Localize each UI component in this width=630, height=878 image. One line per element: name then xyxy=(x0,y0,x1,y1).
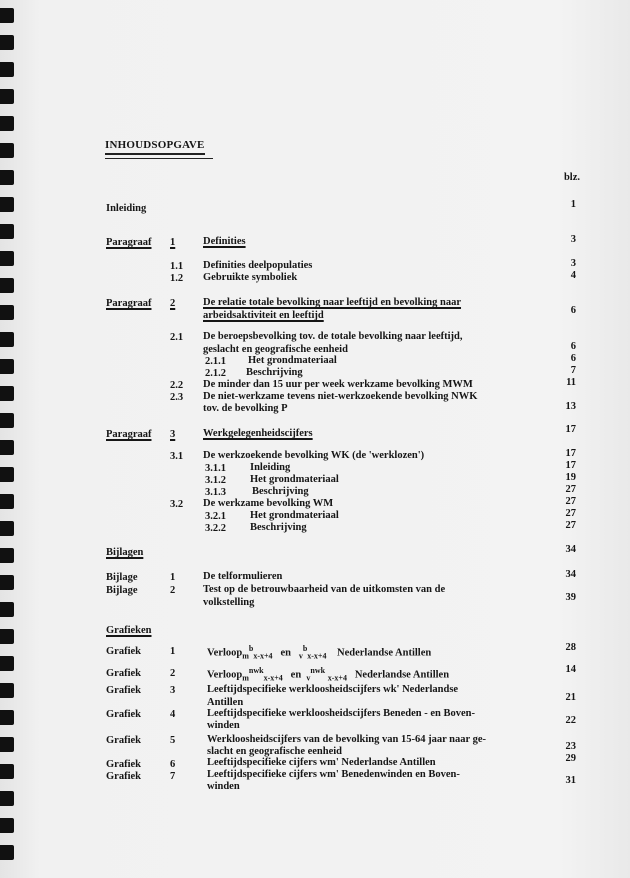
toc-page: 3 xyxy=(570,258,576,269)
paragraaf-1-num: 1 xyxy=(170,237,176,248)
toc-entry: Test op de betrouwbaarheid van de uitkomsten van de xyxy=(203,584,446,595)
binding-hole xyxy=(0,440,14,455)
toc-page: 22 xyxy=(565,715,576,726)
formula-sub: m xyxy=(242,651,249,661)
toc-page: 13 xyxy=(565,401,576,412)
paragraaf-2-page: 6 xyxy=(570,305,576,316)
toc-entry: Gebruikte symboliek xyxy=(203,272,298,283)
toc-page: 17 xyxy=(565,448,576,459)
formula-text: Verloop xyxy=(207,669,243,681)
grafiek-num: 7 xyxy=(170,771,176,782)
toc-num: 3.2.2 xyxy=(205,523,226,534)
binding-hole xyxy=(0,35,14,50)
grafiek-label: Grafiek xyxy=(106,646,141,657)
toc-page: 34 xyxy=(565,569,576,580)
binding-hole xyxy=(0,467,14,482)
binding-hole xyxy=(0,494,14,509)
formula-text: Nederlandse Antillen xyxy=(337,647,432,659)
formula-sub: x-x+4 xyxy=(327,673,347,683)
grafiek-num: 5 xyxy=(170,735,176,746)
toc-entry-cont: winden xyxy=(207,781,240,792)
toc-page: 39 xyxy=(565,592,576,603)
binding-hole xyxy=(0,359,14,374)
toc-entry: Leeftijdspecifieke werkloosheidscijfers Beneden - en Boven- xyxy=(207,708,476,719)
grafiek-label: Grafiek xyxy=(106,771,141,782)
toc-num: 1.1 xyxy=(170,261,184,272)
toc-entry: De telformulieren xyxy=(203,571,283,582)
toc-entry-formula xyxy=(207,643,431,663)
binding-hole xyxy=(0,386,14,401)
toc-num: 3.1.1 xyxy=(205,463,226,474)
paragraaf-2-title-line2: arbeidsaktiviteit en leeftijd xyxy=(203,310,324,321)
grafiek-label: Grafiek xyxy=(106,709,141,720)
grafiek-num: 1 xyxy=(170,646,176,657)
formula-sub: m xyxy=(242,673,249,683)
paragraaf-3-label: Paragraaf xyxy=(106,429,152,440)
toc-num: 3.2 xyxy=(170,499,184,510)
binding-hole xyxy=(0,197,14,212)
grafiek-num: 3 xyxy=(170,685,176,696)
formula-sup: nwk xyxy=(248,666,264,675)
toc-num: 2.1.1 xyxy=(205,356,226,367)
formula-text: en xyxy=(290,669,302,681)
bijlage-label: Bijlage xyxy=(106,572,138,583)
paragraaf-2-label: Paragraaf xyxy=(106,298,152,309)
toc-entry: Inleiding xyxy=(250,462,291,473)
binding-hole xyxy=(0,602,14,617)
page-column-header: blz. xyxy=(563,172,580,183)
formula-sub: x-x+4 xyxy=(263,673,283,683)
grafiek-label: Grafiek xyxy=(106,759,141,770)
toc-num: 3.2.1 xyxy=(205,511,226,522)
binding-hole xyxy=(0,143,14,158)
bijlagen-page: 34 xyxy=(565,544,576,555)
toc-page: 27 xyxy=(565,496,576,507)
toc-page: 17 xyxy=(565,460,576,471)
binding-hole xyxy=(0,332,14,347)
paragraaf-3-page: 17 xyxy=(565,424,576,435)
toc-entry: Leeftijdspecifieke cijfers wm' Benedenwinden en Boven- xyxy=(207,769,460,780)
bijlage-num: 1 xyxy=(170,572,176,583)
toc-entry: Beschrijving xyxy=(250,522,307,533)
toc-entry: De werkzoekende bevolking WK (de 'werklozen') xyxy=(203,450,425,461)
paragraaf-1-label: Paragraaf xyxy=(106,237,152,248)
paragraaf-1-page: 3 xyxy=(570,234,576,245)
toc-entry: De minder dan 15 uur per week werkzame bevolking MWM xyxy=(203,379,473,390)
binding-hole xyxy=(0,305,14,320)
toc-page: 29 xyxy=(565,753,576,764)
toc-entry-cont: winden xyxy=(207,720,240,731)
inleiding-page: 1 xyxy=(570,199,576,210)
toc-num: 3.1 xyxy=(170,451,184,462)
paragraaf-1-title: Definities xyxy=(203,236,246,247)
toc-num: 1.2 xyxy=(170,273,184,284)
formula-sup: b xyxy=(248,644,254,653)
binding-hole xyxy=(0,89,14,104)
toc-entry-cont: volkstelling xyxy=(203,597,255,608)
grafiek-label: Grafiek xyxy=(106,685,141,696)
toc-num: 2.2 xyxy=(170,380,184,391)
bijlage-num: 2 xyxy=(170,585,176,596)
binding-hole xyxy=(0,116,14,131)
paragraaf-3-title: Werkgelegenheidscijfers xyxy=(203,428,313,439)
binding-hole xyxy=(0,413,14,428)
toc-num: 2.1.2 xyxy=(205,368,226,379)
toc-num: 2.3 xyxy=(170,392,184,403)
formula-sub: v xyxy=(306,673,311,683)
toc-page: 6 xyxy=(570,341,576,352)
toc-page: 31 xyxy=(565,775,576,786)
toc-entry: Leeftijdspecifieke cijfers wm' Nederlandse Antillen xyxy=(207,757,436,768)
binding-hole xyxy=(0,683,14,698)
toc-entry: De niet-werkzame tevens niet-werkzoekende bevolking NWK xyxy=(203,391,478,402)
grafiek-label: Grafiek xyxy=(106,668,141,679)
toc-entry-cont: tov. de bevolking P xyxy=(203,403,288,414)
toc-page: 7 xyxy=(570,365,576,376)
binding-hole xyxy=(0,170,14,185)
formula-sup: nwk xyxy=(310,666,326,675)
toc-entry: De werkzame bevolking WM xyxy=(203,498,334,509)
binding-hole xyxy=(0,278,14,293)
bijlagen-heading: Bijlagen xyxy=(106,547,144,558)
toc-page: 6 xyxy=(570,353,576,364)
grafieken-heading: Grafieken xyxy=(106,625,152,636)
toc-entry: Het grondmateriaal xyxy=(250,474,339,485)
grafiek-num: 2 xyxy=(170,668,176,679)
formula-text: Nederlandse Antillen xyxy=(354,669,450,681)
toc-page: 23 xyxy=(565,741,576,752)
toc-page: 19 xyxy=(565,472,576,483)
grafiek-label: Grafiek xyxy=(106,735,141,746)
inleiding-label: Inleiding xyxy=(106,203,147,214)
toc-entry: Leeftijdspecifieke werkloosheidscijfers wk' Nederlandse xyxy=(207,684,459,695)
paragraaf-3-num: 3 xyxy=(170,429,176,440)
toc-entry-cont: Antillen xyxy=(207,697,244,708)
formula-sub: x-x+4 xyxy=(253,651,273,661)
paragraaf-2-num: 2 xyxy=(170,298,176,309)
binding-hole xyxy=(0,62,14,77)
toc-page: 27 xyxy=(565,508,576,519)
toc-num: 3.1.2 xyxy=(205,475,226,486)
toc-page: 27 xyxy=(565,520,576,531)
toc-entry-cont: geslacht en geografische eenheid xyxy=(203,344,348,355)
toc-page: 11 xyxy=(566,377,576,388)
toc-page: 4 xyxy=(570,270,576,281)
toc-entry: De beroepsbevolking tov. de totale bevolking naar leeftijd, xyxy=(203,331,463,342)
grafiek-num: 4 xyxy=(170,709,176,720)
formula-sub: v xyxy=(298,651,303,661)
binding-hole xyxy=(0,548,14,563)
binding-hole xyxy=(0,710,14,725)
binding-hole xyxy=(0,521,14,536)
bijlage-label: Bijlage xyxy=(106,585,138,596)
toc-entry-formula xyxy=(207,665,449,685)
toc-entry: Het grondmateriaal xyxy=(248,355,337,366)
paragraaf-2-title-line1: De relatie totale bevolking naar leeftijd en bevolking naar xyxy=(203,297,462,308)
grafiek-num: 6 xyxy=(170,759,176,770)
toc-entry: Beschrijving xyxy=(246,367,303,378)
binding-hole xyxy=(0,656,14,671)
binding-hole xyxy=(0,629,14,644)
toc-num: 3.1.3 xyxy=(205,487,226,498)
formula-text: Verloop xyxy=(207,647,243,659)
binding-hole xyxy=(0,575,14,590)
toc-entry: Definities deelpopulaties xyxy=(203,260,313,271)
binding-hole xyxy=(0,818,14,833)
binding-hole xyxy=(0,737,14,752)
binding-hole xyxy=(0,224,14,239)
toc-num: 2.1 xyxy=(170,332,184,343)
binding-hole xyxy=(0,251,14,266)
toc-entry: Beschrijving xyxy=(252,486,309,497)
toc-entry-cont: slacht en geografische eenheid xyxy=(207,746,343,757)
toc-page: 21 xyxy=(565,692,576,703)
toc-page: 27 xyxy=(565,484,576,495)
toc-entry: Werkloosheidscijfers van de bevolking van 15-64 jaar naar ge- xyxy=(207,734,487,745)
page-title: INHOUDSOPGAVE xyxy=(105,139,205,155)
toc-entry: Het grondmateriaal xyxy=(250,510,339,521)
formula-text: en xyxy=(280,647,291,659)
binding-hole xyxy=(0,845,14,860)
formula-sub: x-x+4 xyxy=(307,651,327,661)
formula-sup: b xyxy=(302,644,308,653)
binding-hole xyxy=(0,764,14,779)
toc-page: 28 xyxy=(565,642,576,653)
toc-page: 14 xyxy=(565,664,576,675)
binding-hole xyxy=(0,8,14,23)
binding-hole xyxy=(0,791,14,806)
